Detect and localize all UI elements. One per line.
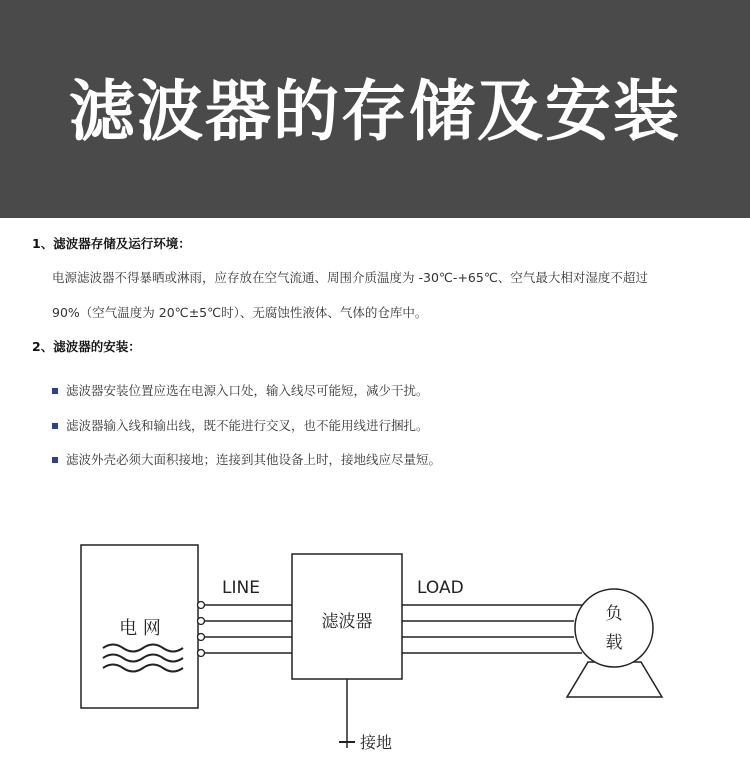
section1-heading: 1、滤波器存储及运行环境：	[32, 236, 191, 251]
load-circle-bottom: 载	[605, 633, 623, 653]
load-circle-top: 负	[605, 604, 623, 624]
load-circle	[575, 589, 653, 667]
load-label: LOAD	[417, 578, 464, 598]
ground-label: 接地	[360, 733, 393, 752]
bullet-text: 滤波器输入线和输出线，既不能进行交叉，也不能用线进行捆扎。	[66, 418, 429, 433]
bullet-text: 滤波器安装位置应选在电源入口处，输入线尽可能短，减少干扰。	[66, 383, 429, 398]
bullet-text: 滤波外壳必须大面积接地；连接到其他设备上时，接地线应尽量短。	[66, 452, 442, 467]
section1-line2: 90%（空气温度为 20℃±5℃时）、无腐蚀性液体、气体的仓库中。	[52, 305, 428, 320]
line-label: LINE	[222, 578, 260, 598]
section1-line1: 电源滤波器不得暴晒或淋雨，应存放在空气流通、周围介质温度为 -30℃-+65℃、空气最大相对湿度不超过	[52, 270, 648, 285]
section2-heading: 2、滤波器的安装：	[32, 339, 141, 354]
wave-icon	[103, 645, 183, 672]
grid-label: 电 网	[119, 618, 161, 639]
filter-label: 滤波器	[321, 612, 373, 632]
output-lines	[402, 605, 582, 653]
input-lines	[202, 605, 292, 653]
page-title: 滤波器的存储及安装	[69, 73, 681, 150]
